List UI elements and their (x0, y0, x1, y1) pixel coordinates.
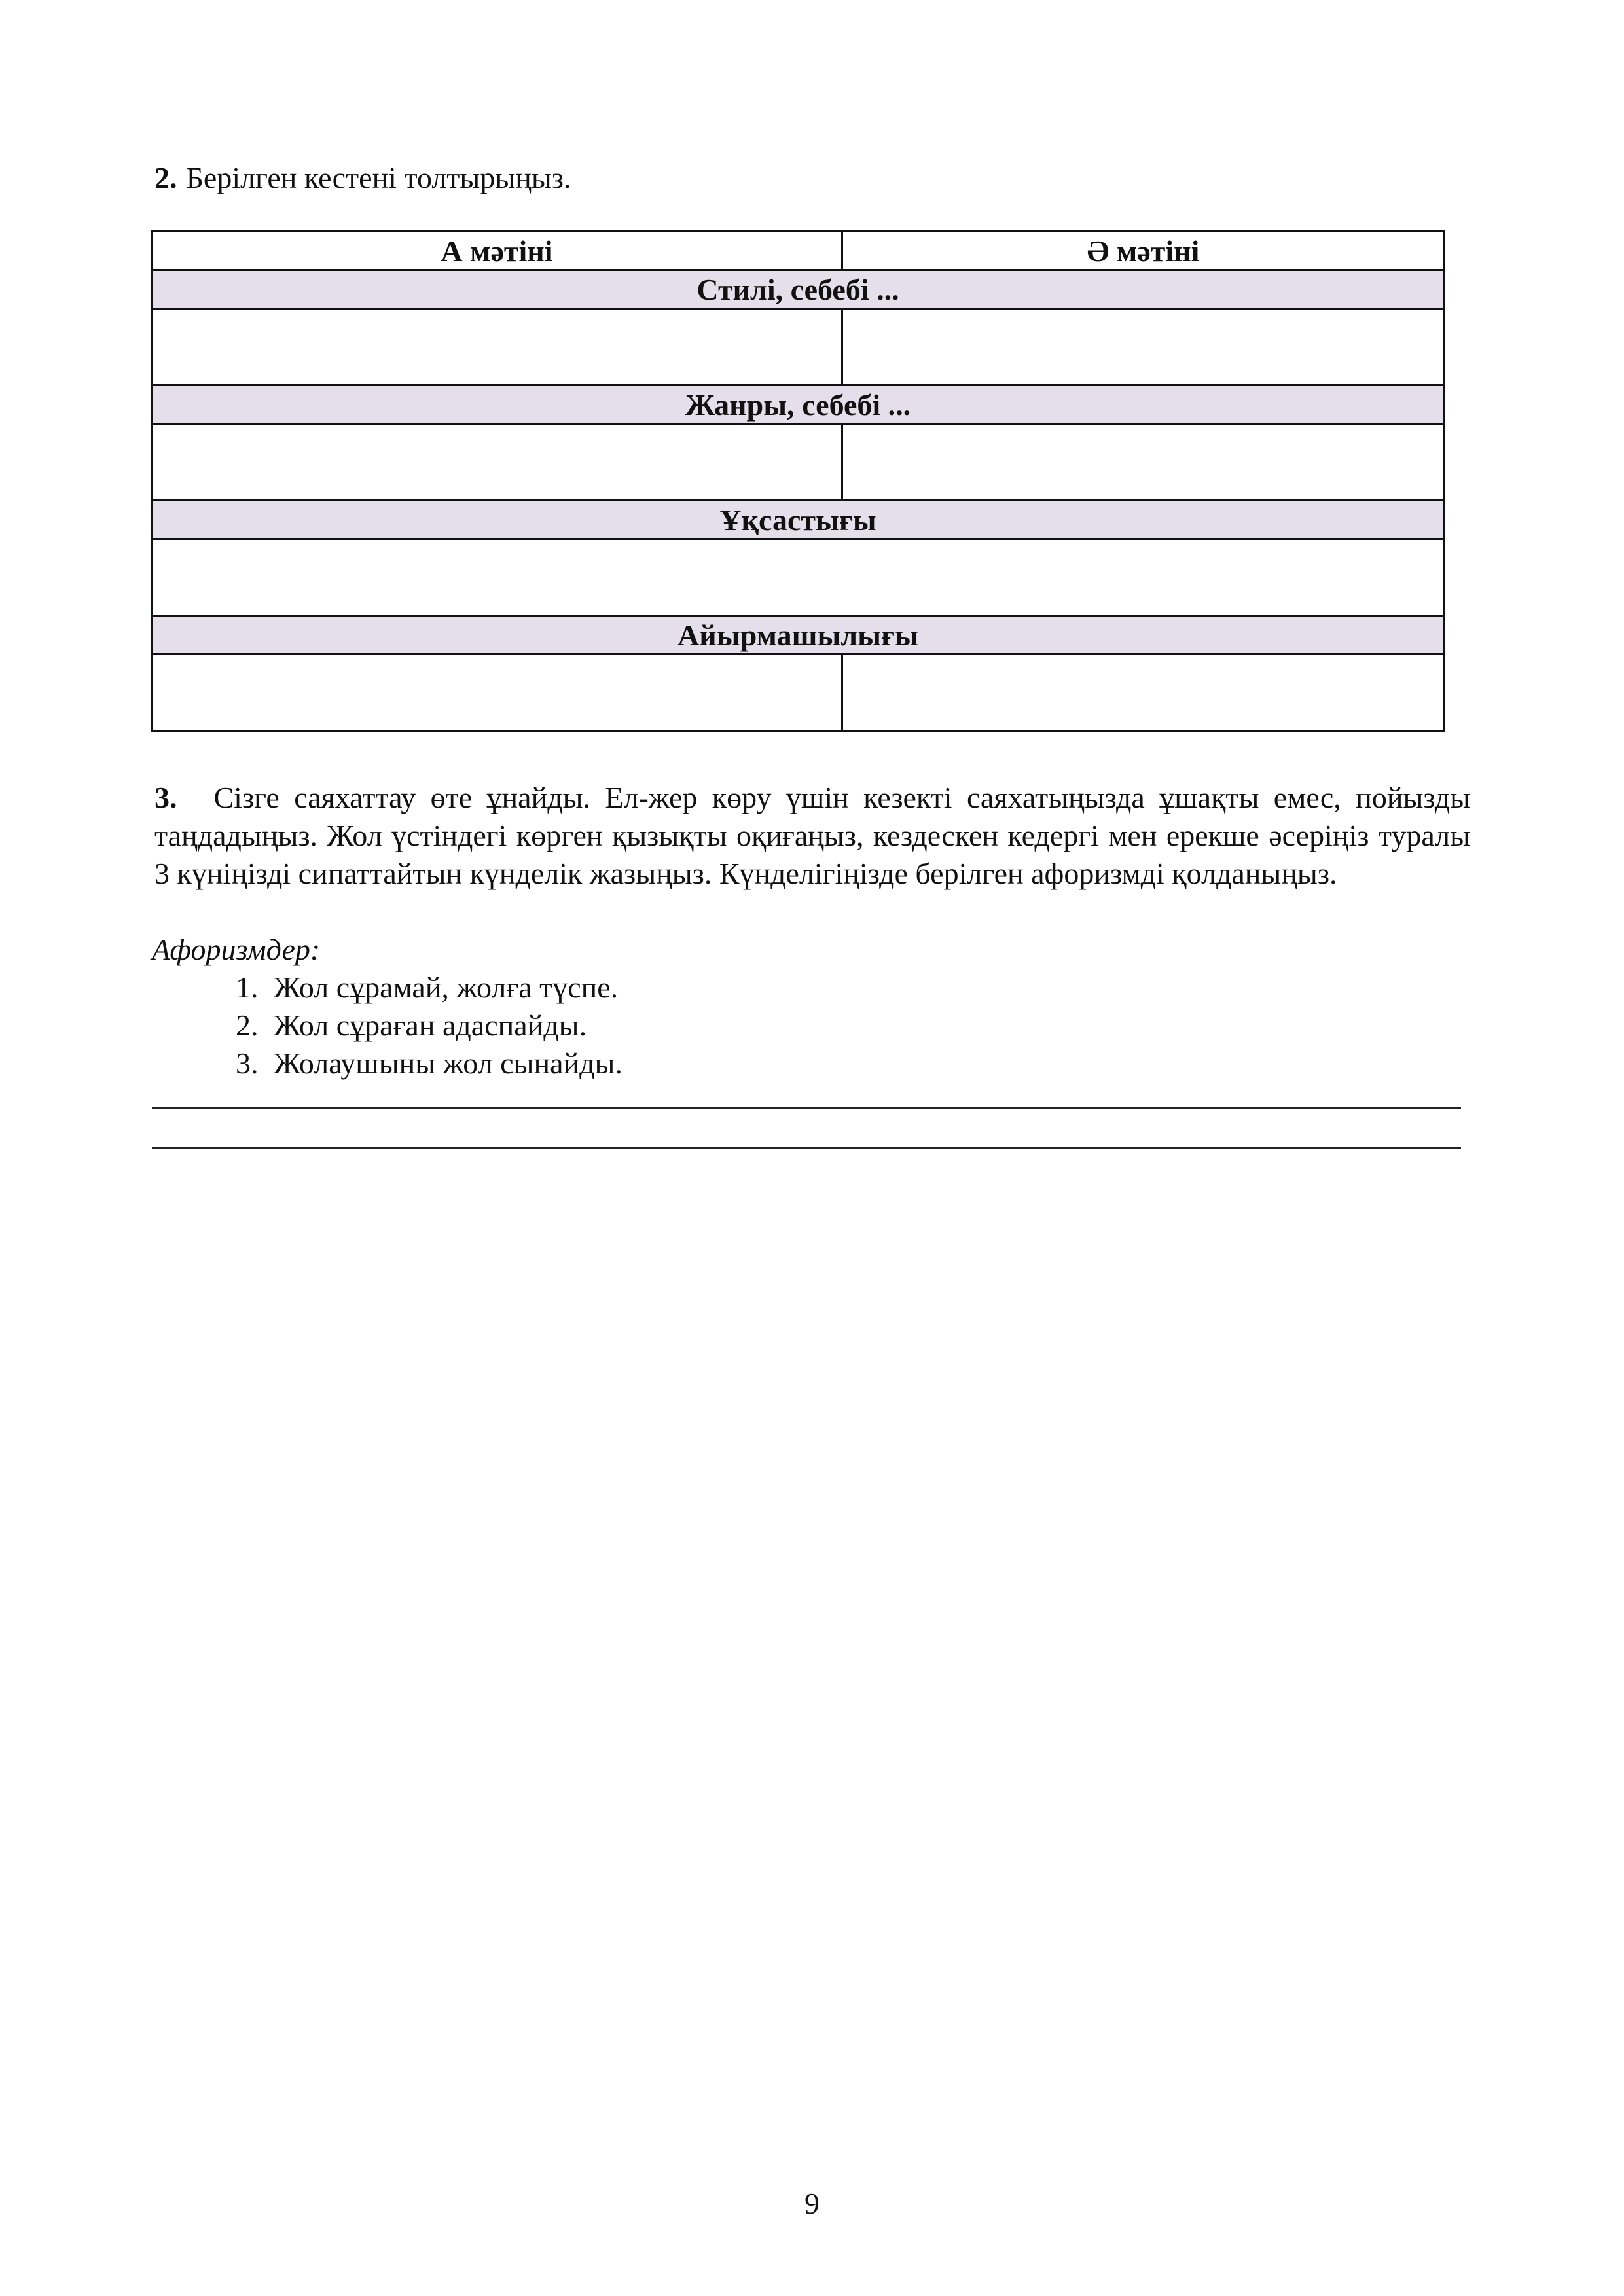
aphorisms-label: Афоризмдер: (152, 933, 321, 966)
style-row-label: Стилі, себебі ... (152, 270, 1445, 309)
list-item (236, 1045, 623, 1083)
style-answer-a-cell[interactable] (152, 309, 842, 386)
header-text-b: Ә мәтіні (842, 232, 1445, 270)
genre-answer-a-cell[interactable] (152, 424, 842, 501)
table-header-row (152, 232, 1445, 270)
similarity-answer-cell[interactable] (152, 539, 1445, 616)
task-3-paragraph (154, 779, 1470, 893)
table-row (152, 655, 1445, 731)
style-answer-b-cell[interactable] (842, 309, 1445, 386)
answer-line[interactable] (152, 1147, 1461, 1149)
list-item-number: 1. (236, 971, 259, 1004)
difference-answer-a-cell[interactable] (152, 655, 842, 731)
genre-answer-b-cell[interactable] (842, 424, 1445, 501)
task-2-heading (154, 160, 571, 196)
table-section-row (152, 270, 1445, 309)
table-row (152, 309, 1445, 386)
task-instruction: Берілген кестені толтырыңыз. (186, 161, 571, 194)
aphorism-list (236, 969, 623, 1083)
table-row (152, 424, 1445, 501)
similarity-row-label: Ұқсастығы (152, 501, 1445, 539)
header-text-a: А мәтіні (152, 232, 842, 270)
list-item (236, 969, 623, 1007)
comparison-table (151, 230, 1445, 732)
task-number: 2. (154, 161, 177, 194)
list-item-text: Жол сұрамай, жолға түспе. (274, 971, 619, 1004)
list-item-text: Жолаушыны жол сынайды. (274, 1047, 623, 1080)
table-row (152, 539, 1445, 616)
table-section-row (152, 386, 1445, 424)
genre-row-label: Жанры, себебі ... (152, 386, 1445, 424)
list-item (236, 1007, 623, 1045)
answer-line[interactable] (152, 1107, 1461, 1109)
difference-row-label: Айырмашылығы (152, 616, 1445, 655)
table-section-row (152, 616, 1445, 655)
page-number: 9 (804, 2187, 820, 2220)
list-item-number: 3. (236, 1047, 259, 1080)
task-number: 3. (154, 781, 177, 814)
list-item-number: 2. (236, 1009, 259, 1042)
task-3-text: Сізге саяхаттау өте ұнайды. Ел-жер көру үшін кезекті саяхатыңызда ұшақты емес, пойызды таңдадыңыз. Жол үстіндегі көрген қызықты оқиғаңыз, кездескен кедергі мен ерекше әсеріңіз туралы 3 күніңізді сипаттайтын күнделік жазыңыз. Күнделігіңізде берілген афоризмді қолданыңыз. (154, 781, 1470, 890)
list-item-text: Жол сұраған адаспайды. (274, 1009, 587, 1042)
difference-answer-b-cell[interactable] (842, 655, 1445, 731)
table-section-row (152, 501, 1445, 539)
